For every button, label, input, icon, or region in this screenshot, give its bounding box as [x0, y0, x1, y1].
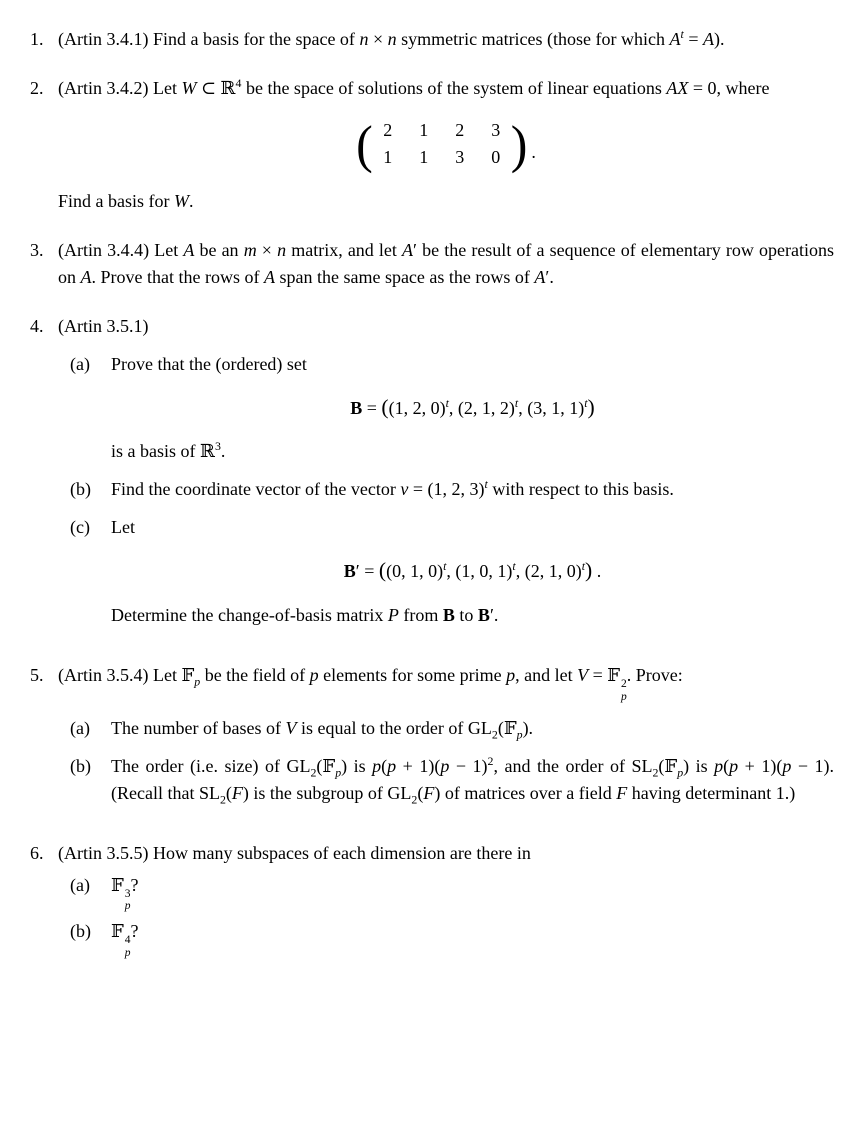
problem-5-intro: (Artin 3.5.4) Let 𝔽$_p$ be the field of p elements for some prime p, and let V = 𝔽 2 p . Prove:	[58, 664, 683, 703]
subitem-c-label: (c)	[70, 517, 90, 538]
problem-3-body	[58, 237, 834, 291]
subitem-a-text-2: is a basis of ℝ$^3$.	[111, 439, 226, 462]
subitem-a-text: Prove that the (ordered) set	[111, 354, 307, 374]
problem-3	[30, 237, 834, 291]
problem-4-subitem-a	[70, 351, 834, 465]
matrix-cell: 1	[419, 120, 429, 140]
matrix-right-paren: )	[510, 114, 528, 174]
problem-4-title: (Artin 3.5.1)	[58, 316, 149, 336]
basis-B-prime-equation: B′ = ((0, 1, 0)$^t$, (1, 0, 1)$^t$, (2, 1, 0)$^t$) .	[343, 558, 602, 583]
problem-6	[30, 840, 834, 966]
problem-6-intro: (Artin 3.5.5) How many subspaces of each dimension are there in	[58, 842, 531, 863]
problem-2-number: 2.	[30, 78, 44, 98]
subitem-b-text: 𝔽 4 p ?	[111, 921, 139, 960]
problem-3-number: 3.	[30, 240, 44, 260]
problem-5-subitem-b	[70, 753, 834, 807]
problem-6-number: 6.	[30, 842, 44, 863]
subitem-b-body	[111, 476, 834, 503]
problem-5-subitem-a	[70, 715, 834, 742]
subitem-b-text: The order (i.e. size) of $GL_2(𝔽_p)$ is $p(p + 1)(p - 1)^2$, and the order of $SL_2(𝔽_p)$ is p(p + 1)(p − 1). (Recall that $SL_2(F)$ is the subgroup of $GL_2(F)$ of matrices over a field F having determinant 1.)	[111, 753, 835, 807]
problem-1	[30, 26, 834, 53]
matrix-cell: 1	[419, 147, 429, 167]
problem-5-body	[58, 662, 834, 818]
subitem-a-body	[111, 715, 834, 742]
subitem-b-label: (b)	[70, 921, 91, 942]
problem-1-number: 1.	[30, 29, 44, 49]
subitem-a-text: The number of bases of V is equal to the order of $GL_2(𝔽_p)$.	[111, 717, 534, 742]
problem-1-text: (Artin 3.4.1) Find a basis for the space of n × n symmetric matrices (those for which $A^t = A$).	[58, 27, 725, 49]
subitem-a-label: (a)	[70, 717, 90, 738]
matrix-cell: 2	[455, 120, 465, 140]
problem-6-subitem-b	[70, 918, 834, 960]
subitem-b-text: Find the coordinate vector of the vector v = (1, 2, 3)$^t$ with respect to this basis.	[111, 477, 674, 500]
subitem-a-body	[111, 872, 834, 914]
problem-3-text: (Artin 3.4.4) Let A be an m × n matrix, and let A′ be the result of a sequence of elementary row operations on A. Prove that the rows of A span the same space as the rows of A′.	[58, 240, 835, 287]
problem-2	[30, 75, 834, 215]
problem-4-subitem-c	[70, 514, 834, 628]
subitem-b-body	[111, 918, 834, 960]
matrix-cell: 0	[491, 147, 501, 167]
problem-2-outro: Find a basis for W.	[58, 191, 194, 211]
problem-2-intro: (Artin 3.4.2) Let W ⊂ ℝ$^4$ be the space of solutions of the system of linear equations AX = 0, where	[58, 76, 770, 98]
matrix-entries	[373, 117, 511, 171]
subitem-c-text: Let	[111, 517, 135, 538]
problem-5	[30, 662, 834, 818]
subitem-a-label: (a)	[70, 354, 90, 374]
matrix-cell: 3	[455, 147, 465, 167]
problem-2-body	[58, 75, 834, 215]
problem-6-body	[58, 840, 834, 966]
problem-1-body	[58, 26, 834, 53]
matrix-cell: 3	[491, 120, 501, 140]
matrix-cell: 2	[383, 120, 393, 140]
coefficient-matrix	[58, 114, 834, 174]
subitem-a-label: (a)	[70, 874, 90, 895]
matrix-period: .	[531, 142, 536, 162]
problem-4	[30, 313, 834, 640]
basis-B-equation: B = ((1, 2, 0)$^t$, (2, 1, 2)$^t$, (3, 1, 1)$^t$)	[350, 395, 595, 419]
problem-4-body	[58, 313, 834, 640]
subitem-b-label: (b)	[70, 755, 91, 776]
subitem-b-label: (b)	[70, 479, 91, 500]
subitem-b-body	[111, 753, 834, 807]
problem-6-subitem-a	[70, 872, 834, 914]
matrix-left-paren: (	[356, 114, 373, 174]
subitem-a-body	[111, 351, 834, 465]
matrix-cell: 1	[383, 147, 393, 167]
problem-5-number: 5.	[30, 664, 44, 685]
subitem-c-text-2: Determine the change-of-basis matrix P from B to B′.	[111, 604, 499, 625]
problem-4-subitem-b	[70, 476, 834, 503]
problem-4-number: 4.	[30, 316, 44, 336]
subitem-a-text: 𝔽 3 p ?	[111, 874, 139, 913]
subitem-c-body	[111, 514, 834, 628]
